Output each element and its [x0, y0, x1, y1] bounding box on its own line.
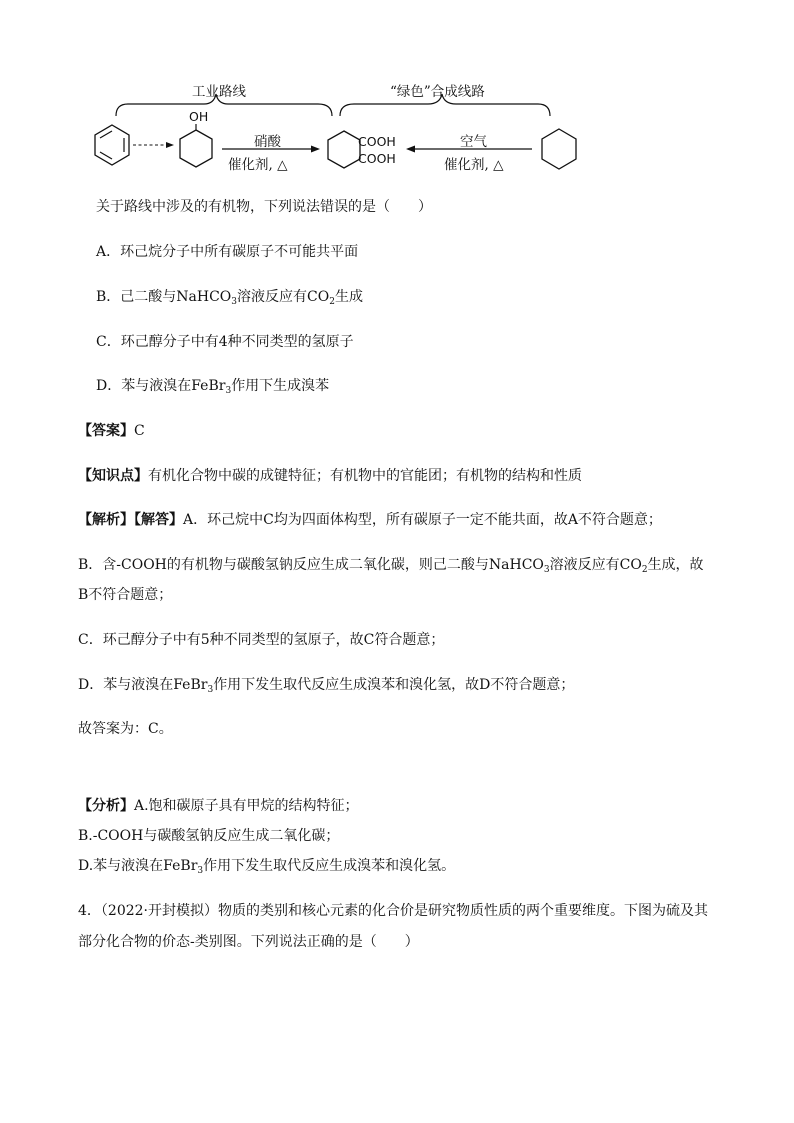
- fenxi-line-1: 【分析】A.饱和碳原子具有甲烷的结构特征；: [78, 798, 359, 814]
- cooh-label-top: COOH: [358, 134, 396, 149]
- option-a: A．环己烷分子中所有碳原子不可能共平面: [96, 244, 359, 260]
- analysis-line-b1: B．含-COOH的有机物与碳酸氢钠反应生成二氧化碳，则己二酸与NaHCO$_3$溶液反应有$CO_2$生成，故: [78, 557, 704, 575]
- analysis-line-d: D．苯与液溴在FeBr$_3$作用下发生取代反应生成溴苯和溴化氢，故D不符合题意；: [78, 677, 575, 695]
- nitric-acid-label: 硝酸: [254, 134, 281, 150]
- analysis-line-c: C．环己醇分子中有5种不同类型的氢原子，故C符合题意；: [78, 632, 445, 648]
- industrial-route-label: 工业路线: [192, 84, 246, 100]
- question-stem: 关于路线中涉及的有机物，下列说法错误的是（ ）: [96, 199, 432, 215]
- analysis-line-a: 【解析】【解答】A．环己烷中C均为四面体构型，所有碳原子一定不能共面，故A不符合题意；: [78, 512, 662, 528]
- scheme-drawing: [88, 78, 598, 178]
- analysis-tag: 【解析】【解答】: [78, 512, 183, 528]
- dashed-arrow: [133, 142, 174, 148]
- fenxi-tag: 【分析】: [78, 798, 134, 814]
- analysis-line-b2: B不符合题意；: [78, 587, 173, 603]
- answer-value: C: [134, 423, 145, 439]
- option-d: D．苯与液溴在FeBr$_3$作用下生成溴苯: [96, 378, 330, 396]
- analysis-conclusion: 故答案为：C。: [78, 721, 173, 737]
- knowledge-line: [78, 466, 582, 486]
- cyclohexane-structure: [542, 129, 576, 169]
- cooh-label-bottom: COOH: [358, 151, 396, 166]
- option-b: B．己二酸与NaHCO$_3$溶液反应有$CO_2$生成: [96, 289, 363, 307]
- benzene-structure: [95, 125, 129, 165]
- catalyst-heat-label-2: 催化剂, △: [444, 157, 504, 173]
- cyclohexanol-structure: [180, 124, 212, 167]
- answer-tag: 【答案】: [78, 423, 134, 439]
- fenxi-line-2: B.-COOH与碳酸氢钠反应生成二氧化碳；: [78, 828, 340, 844]
- catalyst-heat-label-1: 催化剂, △: [228, 157, 288, 173]
- answer-line: [78, 421, 145, 441]
- knowledge-tag: 【知识点】: [78, 468, 148, 484]
- air-label: 空气: [460, 134, 487, 150]
- green-route-label: “绿色”合成线路: [390, 84, 485, 100]
- adipic-acid-structure: [328, 131, 360, 168]
- reaction-scheme: [88, 78, 598, 178]
- knowledge-text: 有机化合物中碳的成键特征；有机物中的官能团；有机物的结构和性质: [148, 468, 582, 484]
- question4-line-2: 部分化合物的价态-类别图。下列说法正确的是（ ）: [78, 934, 419, 950]
- option-c: C．环己醇分子中有4种不同类型的氢原子: [96, 334, 354, 350]
- oh-label: OH: [189, 109, 209, 124]
- question4-line-1: 4．（2022·开封模拟）物质的类别和核心元素的化合价是研究物质性质的两个重要维度。下图为硫及其: [78, 903, 708, 919]
- fenxi-line-3: D.苯与液溴在FeBr$_3$作用下发生取代反应生成溴苯和溴化氢。: [78, 858, 456, 876]
